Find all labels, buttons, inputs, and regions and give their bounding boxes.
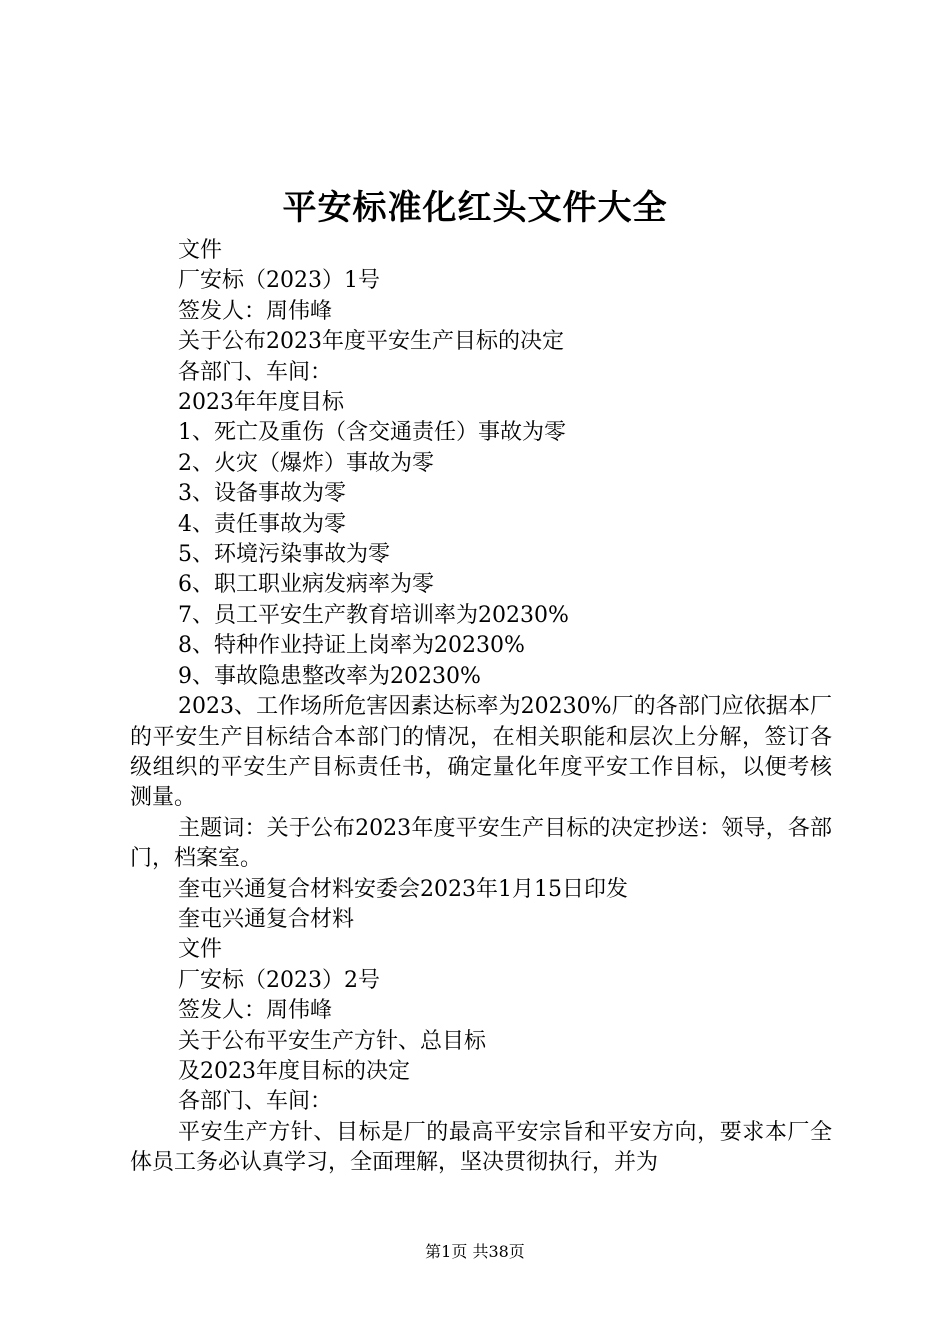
signer-line: 签发人：周伟峰	[178, 998, 333, 1024]
goal-item: 8、特种作业持证上岗率为20230%	[178, 633, 525, 659]
goal-item: 9、事故隐患整改率为20230%	[178, 663, 481, 689]
goal-item: 2、火灾（爆炸）事故为零	[178, 450, 434, 476]
issued-by-line: 奎屯兴通复合材料安委会2023年1月15日印发	[178, 876, 628, 902]
subject-words-paragraph: 主题词：关于公布2023年度平安生产目标的决定抄送：领导，各部门，档案室。	[130, 815, 832, 872]
document-number: 厂安标（2023）2号	[178, 967, 380, 993]
goal-item: 7、员工平安生产教育培训率为20230%	[178, 602, 569, 628]
goal-item: 6、职工职业病发病率为零	[178, 572, 434, 598]
body-paragraph: 平安生产方针、目标是厂的最高平安宗旨和平安方向，要求本厂全体员工务必认真学习，全面理解，坚决贯彻执行，并为	[130, 1119, 832, 1176]
recipient-line: 各部门、车间：	[178, 359, 333, 385]
organization-line: 奎屯兴通复合材料	[178, 906, 355, 932]
document-body	[130, 236, 832, 1179]
page-footer: 第1页 共38页	[425, 1242, 525, 1261]
decision-heading-continued: 及2023年度目标的决定	[178, 1058, 410, 1084]
goal-item: 1、死亡及重伤（含交通责任）事故为零	[178, 420, 566, 446]
decision-heading: 关于公布2023年度平安生产目标的决定	[178, 329, 564, 355]
goals-heading: 2023年年度目标	[178, 390, 344, 416]
goal-item: 5、环境污染事故为零	[178, 542, 390, 568]
recipient-line: 各部门、车间：	[178, 1089, 333, 1115]
signer-line: 签发人：周伟峰	[178, 298, 333, 324]
document-title: 平安标准化红头文件大全	[282, 188, 668, 228]
text-line: 文件	[178, 238, 223, 263]
goal-item: 3、设备事故为零	[178, 481, 346, 507]
body-paragraph: 2023、工作场所危害因素达标率为20230%厂的各部门应依据本厂的平安生产目标结合本部门的情况，在相关职能和层次上分解，签订各级组织的平安生产目标责任书，确定量化年度平安工作目标，以便考核测量。	[130, 694, 832, 811]
decision-heading: 关于公布平安生产方针、总目标	[178, 1028, 487, 1054]
text-line: 文件	[178, 937, 223, 963]
document-number: 厂安标（2023）1号	[178, 268, 380, 294]
goal-item: 4、责任事故为零	[178, 511, 346, 537]
